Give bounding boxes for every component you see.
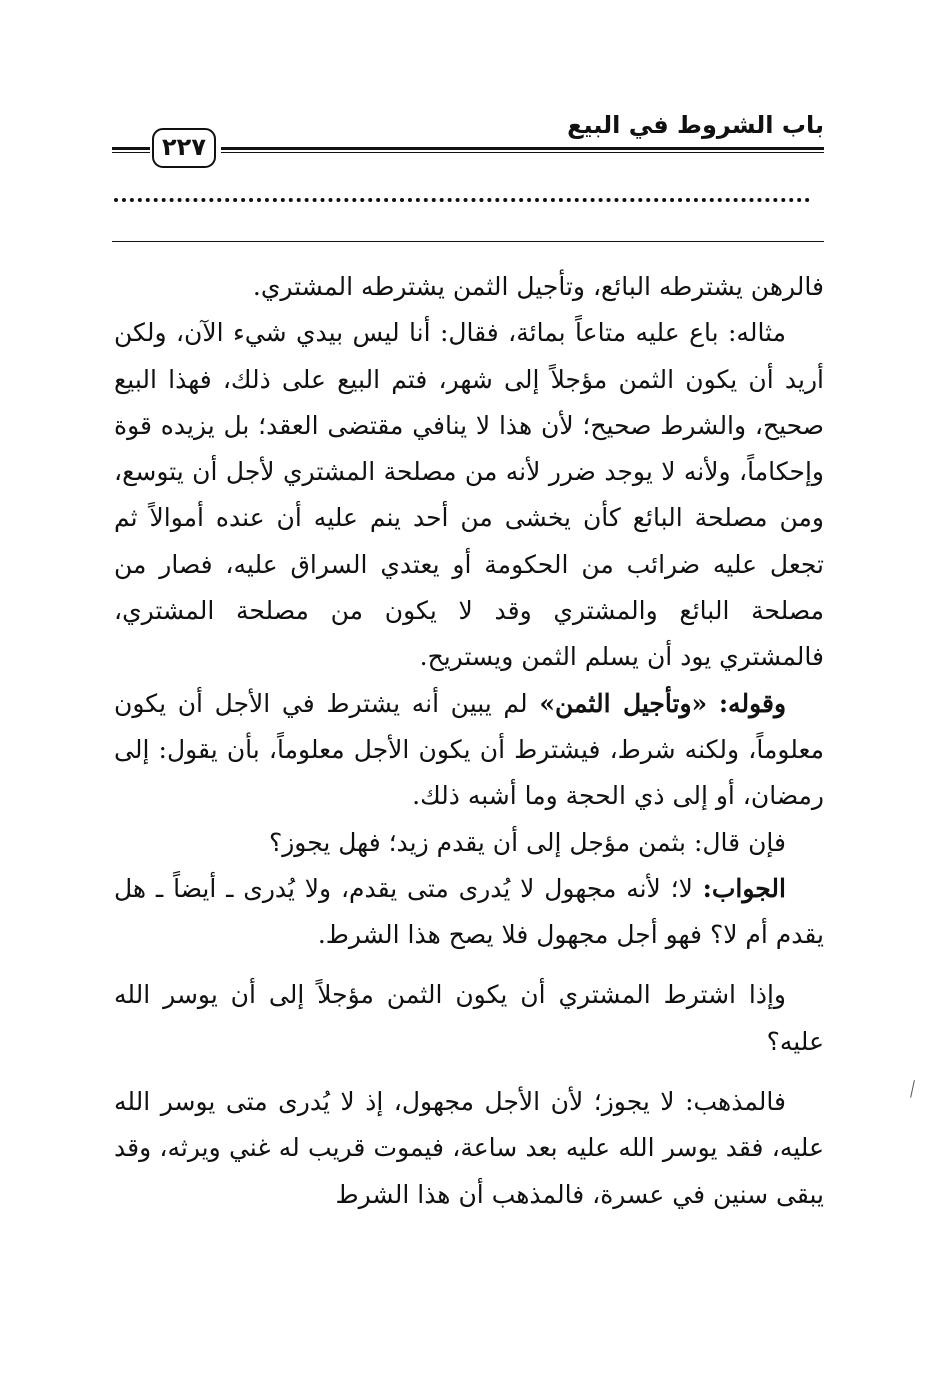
header-rule-right: [221, 147, 824, 153]
paragraph-3-quote: «وتأجيل الثمن»: [539, 688, 708, 718]
paragraph-3-lead: وقوله:: [718, 688, 787, 718]
paragraph-3-rest: لم يبين أنه يشترط في الأجل أن يكون معلوماً، ولكنه شرط، فيشترط أن يكون الأجل معلوماً، بأن يقول: إلى رمضان، أو إلى ذي الحجة وما أشبه ذلك.: [114, 688, 824, 811]
paragraph-3: [114, 681, 824, 820]
paragraph-7: فالمذهب: لا يجوز؛ لأن الأجل مجهول، إذ لا يُدرى متى يوسر الله عليه، فقد يوسر الله عليه بعد ساعة، فيموت قريب له غني ويرثه، وقد يبقى سنين في عسرة، فالمذهب أن هذا الشرط: [114, 1087, 824, 1209]
page-number: ٢٢٧: [152, 128, 216, 168]
margin-pencil-mark: [910, 1080, 916, 1098]
matn-divider-rule: [112, 241, 824, 242]
answer-label: الجواب:: [702, 873, 786, 903]
commentary-body: [114, 264, 824, 1218]
paragraph-2: مثاله: باع عليه متاعاً بمائة، فقال: أنا ليس بيدي شيء الآن، ولكن أريد أن يكون الثمن مؤجلاً إلى شهر، فتم البيع على ذلك، فهذا البيع صحيح، والشرط صحيح؛ لأن هذا لا ينافي مقتضى العقد؛ بل يزيده قوة وإحكاماً، ولأنه لا يوجد ضرر لأنه من مصلحة المشتري لأجل أن يتوسع، ومن مصلحة البائع كأن يخشى من أحد ينم عليه أن عنده أموالاً ثم تجعل عليه ضرائب من الحكومة أو يعتدي السراق عليه، فصار من مصلحة البائع والمشتري وقد لا يكون من مصلحة المشتري، فالمشتري يود أن يسلم الثمن ويستريح.: [114, 318, 824, 672]
paragraph-1: فالرهن يشترطه البائع، وتأجيل الثمن يشترطه المشتري.: [252, 272, 824, 301]
running-header: [112, 108, 824, 168]
chapter-title: باب الشروط في البيع: [567, 111, 824, 139]
paragraph-5: [114, 866, 824, 959]
quoted-text-placeholder-dots: [114, 198, 810, 216]
paragraph-5-rest: لا؛ لأنه مجهول لا يُدرى متى يقدم، ولا يُدرى ـ أيضاً ـ هل يقدم أم لا؟ فهو أجل مجهول فلا يصح هذا الشرط.: [114, 873, 824, 950]
paragraph-6: وإذا اشترط المشتري أن يكون الثمن مؤجلاً إلى أن يوسر الله عليه؟: [114, 980, 824, 1056]
header-rule-left: [112, 147, 150, 153]
paragraph-4: فإن قال: بثمن مؤجل إلى أن يقدم زيد؛ فهل يجوز؟: [268, 827, 786, 857]
